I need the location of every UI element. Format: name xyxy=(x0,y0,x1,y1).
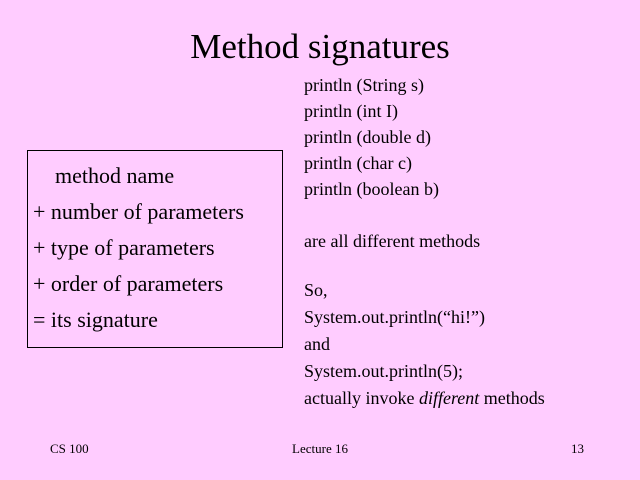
println-overload-item: println (String s) xyxy=(304,75,424,95)
footer-page-number: 13 xyxy=(571,441,584,456)
signature-definition-box xyxy=(27,150,283,348)
println-overload-item: println (boolean b) xyxy=(304,179,439,199)
note-different-methods: are all different methods xyxy=(304,231,481,251)
slide-title: Method signatures xyxy=(190,27,450,66)
footer-lecture: Lecture 16 xyxy=(292,441,348,456)
footer-course: CS 100 xyxy=(50,441,89,456)
conclusion-last-prefix: actually invoke xyxy=(304,388,419,408)
println-overloads-list xyxy=(304,72,439,202)
conclusion-line: System.out.println(5); xyxy=(304,361,463,381)
signature-box-line: + number of parameters xyxy=(33,199,244,224)
emphasis-different: different xyxy=(418,388,480,408)
signature-box-line: + order of parameters xyxy=(33,271,224,296)
conclusion-line-last xyxy=(304,385,545,412)
signature-box-line: method name xyxy=(55,163,175,188)
conclusion-line: System.out.println(“hi!”) xyxy=(304,307,485,327)
conclusion-block xyxy=(304,277,545,412)
conclusion-line: and xyxy=(304,334,330,354)
println-overload-item: println (char c) xyxy=(304,153,412,173)
conclusion-last-suffix: methods xyxy=(479,388,545,408)
conclusion-line: So, xyxy=(304,280,328,300)
signature-box-line: + type of parameters xyxy=(33,235,215,260)
println-overload-item: println (int I) xyxy=(304,101,398,121)
println-overload-item: println (double d) xyxy=(304,127,431,147)
signature-box-line: = its signature xyxy=(33,307,158,332)
